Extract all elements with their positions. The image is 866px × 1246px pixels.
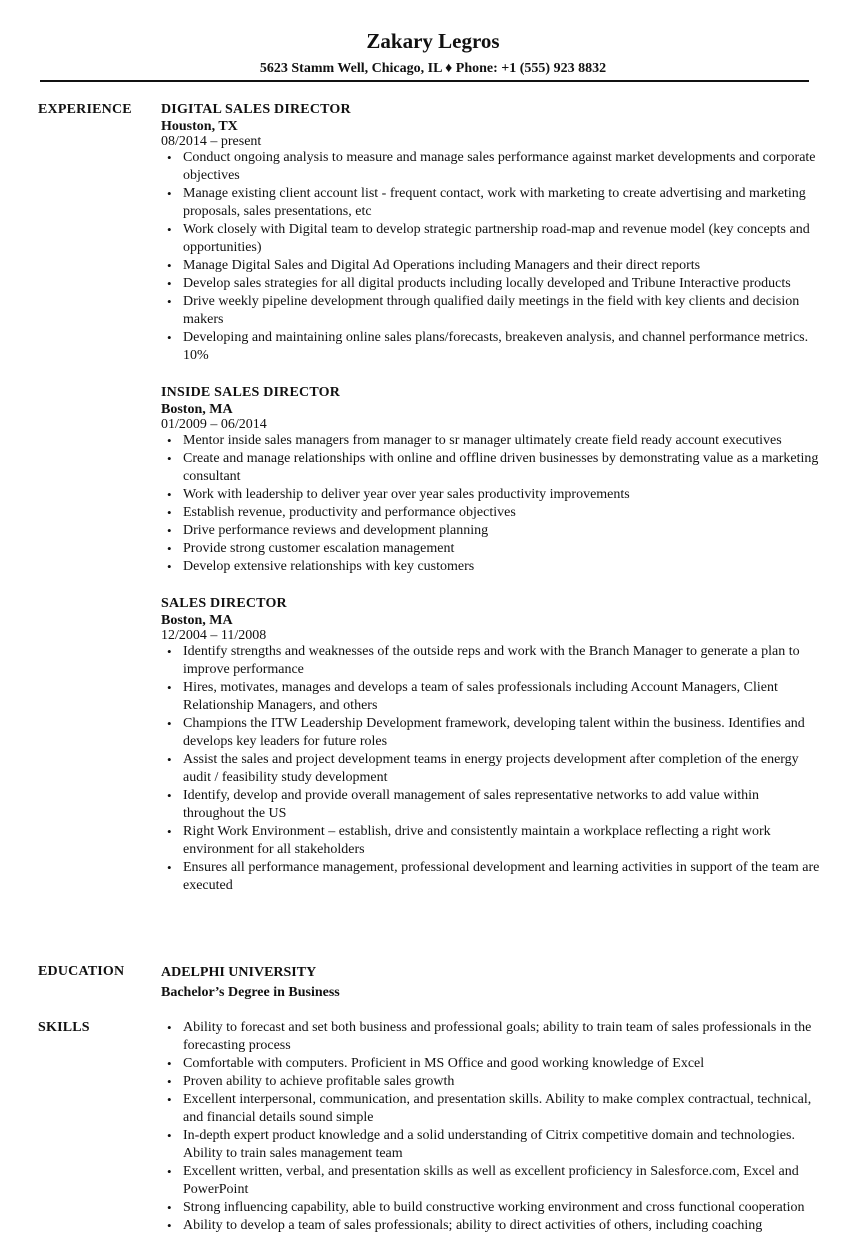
degree: Bachelor’s Degree in Business — [161, 985, 340, 1000]
contact-line: 5623 Stamm Well, Chicago, IL ♦ Phone: +1 (555) 923 8832 — [259, 61, 607, 76]
list-item: • Developing and maintaining online sales plans/forecasts, breakeven analysis, and channel performance metrics. 10% — [161, 329, 821, 365]
resume-header — [0, 28, 866, 78]
job-bullets — [161, 149, 821, 365]
list-item: • Conduct ongoing analysis to measure and manage sales performance against market developments and corporate objectives — [161, 149, 821, 185]
job-entry — [161, 595, 821, 895]
list-item: • Champions the ITW Leadership Development framework, developing talent within the business. Identifies and develops key leaders for future roles — [161, 715, 821, 751]
job-location: Boston, MA — [161, 613, 233, 628]
job-bullets — [161, 432, 821, 576]
list-item: • Work with leadership to deliver year over year sales productivity improvements — [161, 486, 821, 504]
list-item: • Excellent interpersonal, communication, and presentation skills. Ability to make complex contractual, technical, and financial details sound simple — [161, 1091, 821, 1127]
school-name: ADELPHI UNIVERSITY — [161, 965, 317, 980]
section-label-experience: EXPERIENCE — [38, 102, 132, 117]
list-item: • Right Work Environment – establish, drive and consistently maintain a workplace reflecting a right work environment for all stakeholders — [161, 823, 821, 859]
skills-list — [161, 1019, 821, 1235]
list-item: • Establish revenue, productivity and performance objectives — [161, 504, 821, 522]
job-location: Houston, TX — [161, 119, 238, 134]
list-item: • Assist the sales and project development teams in energy projects development after completion of the energy audit / feasibility study development — [161, 751, 821, 787]
list-item: • Provide strong customer escalation management — [161, 540, 821, 558]
list-item: • Strong influencing capability, able to build constructive working environment and cross functional cooperation — [161, 1199, 821, 1217]
list-item: • In-depth expert product knowledge and a solid understanding of Citrix competitive domain and technologies. Ability to train sales management team — [161, 1127, 821, 1163]
job-title: DIGITAL SALES DIRECTOR — [161, 102, 351, 117]
experience-section — [161, 101, 821, 914]
list-item: • Work closely with Digital team to develop strategic partnership road-map and revenue model (key concepts and opportunities) — [161, 221, 821, 257]
candidate-name: Zakary Legros — [366, 29, 500, 53]
job-title: SALES DIRECTOR — [161, 596, 287, 611]
job-entry — [161, 384, 821, 576]
list-item: • Mentor inside sales managers from manager to sr manager ultimately create field ready account executives — [161, 432, 821, 450]
list-item: • Proven ability to achieve profitable sales growth — [161, 1073, 821, 1091]
section-label-education: EDUCATION — [38, 964, 125, 979]
list-item: • Drive weekly pipeline development through qualified daily meetings in the field with key clients and decision makers — [161, 293, 821, 329]
list-item: • Ensures all performance management, professional development and learning activities in support of the team are executed — [161, 859, 821, 895]
list-item: • Develop sales strategies for all digital products including locally developed and Tribune Interactive products — [161, 275, 821, 293]
education-section — [161, 963, 821, 1003]
job-dates: 01/2009 – 06/2014 — [161, 417, 267, 432]
header-divider — [40, 80, 809, 82]
list-item: • Ability to forecast and set both business and professional goals; ability to train team of sales professionals in the forecasting process — [161, 1019, 821, 1055]
job-bullets — [161, 643, 821, 895]
list-item: • Comfortable with computers. Proficient in MS Office and good working knowledge of Excel — [161, 1055, 821, 1073]
job-dates: 12/2004 – 11/2008 — [161, 628, 267, 643]
list-item: • Develop extensive relationships with key customers — [161, 558, 821, 576]
list-item: • Manage Digital Sales and Digital Ad Operations including Managers and their direct reports — [161, 257, 821, 275]
job-dates: 08/2014 – present — [161, 134, 262, 149]
job-entry — [161, 101, 821, 365]
list-item: • Manage existing client account list - frequent contact, work with marketing to create advertising and marketing proposals, sales presentations, etc — [161, 185, 821, 221]
skills-section — [161, 1019, 821, 1235]
job-location: Boston, MA — [161, 402, 233, 417]
section-label-skills: SKILLS — [38, 1020, 90, 1035]
list-item: • Excellent written, verbal, and presentation skills as well as excellent proficiency in Salesforce.com, Excel and PowerPoint — [161, 1163, 821, 1199]
list-item: • Drive performance reviews and development planning — [161, 522, 821, 540]
list-item: • Identify, develop and provide overall management of sales representative networks to add value within throughout the US — [161, 787, 821, 823]
job-title: INSIDE SALES DIRECTOR — [161, 385, 341, 400]
list-item: • Identify strengths and weaknesses of the outside reps and work with the Branch Manager to generate a plan to improve performance — [161, 643, 821, 679]
list-item: • Ability to develop a team of sales professionals; ability to direct activities of others, including coaching — [161, 1217, 821, 1235]
list-item: • Create and manage relationships with online and offline driven businesses by demonstrating value as a marketing consultant — [161, 450, 821, 486]
list-item: • Hires, motivates, manages and develops a team of sales professionals including Account Managers, Client Relationship Managers, and others — [161, 679, 821, 715]
